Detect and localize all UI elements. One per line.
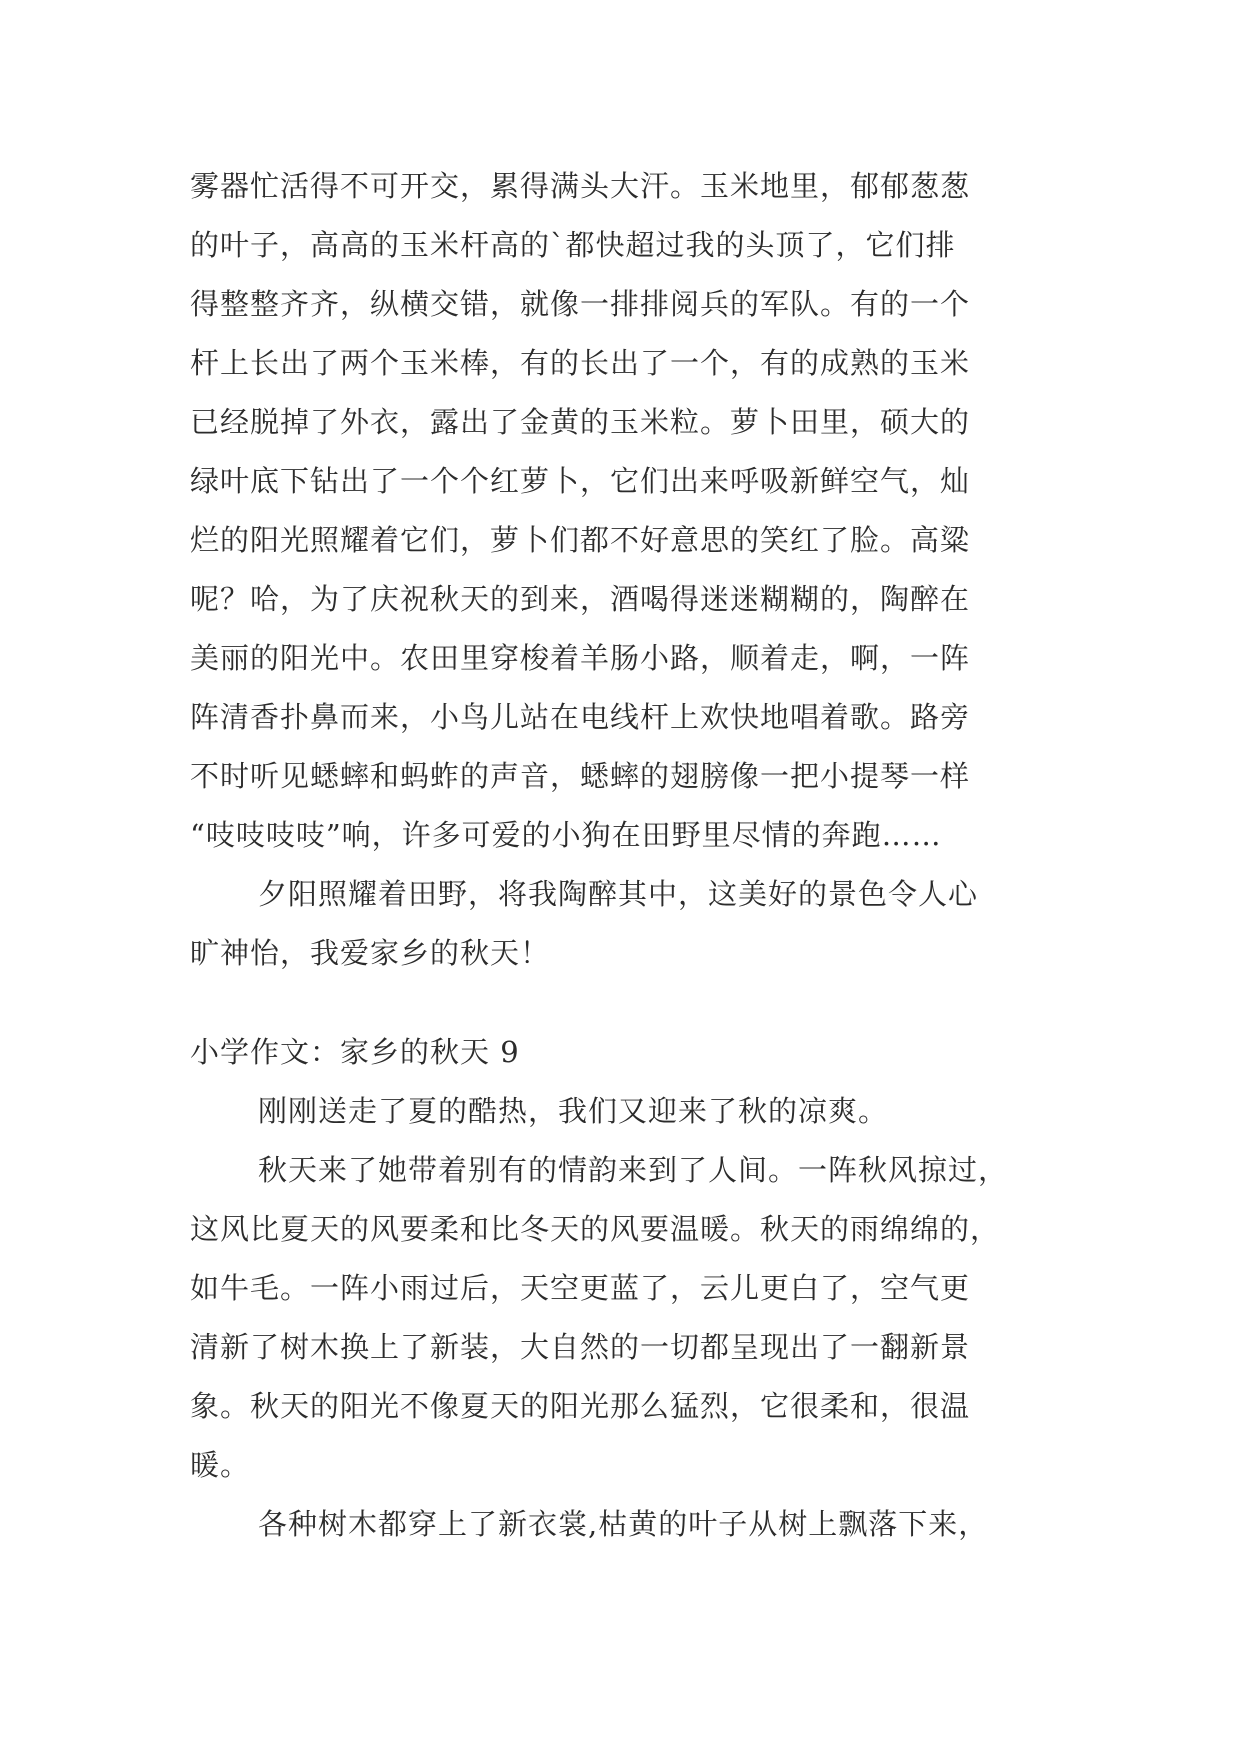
- closing-line: 夕阳照耀着田野，将我陶醉其中，这美好的景色令人心: [258, 877, 979, 911]
- paragraph-line: 暖。: [190, 1448, 251, 1482]
- body-line: 美丽的阳光中。农田里穿梭着羊肠小路，顺着走，啊，一阵: [190, 641, 971, 675]
- body-line: 绿叶底下钻出了一个个红萝卜，它们出来呼吸新鲜空气，灿: [190, 464, 971, 498]
- paragraph-line: 清新了树木换上了新装，大自然的一切都呈现出了一翻新景: [190, 1330, 971, 1364]
- body-line: 呢？哈，为了庆祝秋天的到来，酒喝得迷迷糊糊的，陶醉在: [190, 582, 971, 616]
- paragraph-line: 象。秋天的阳光不像夏天的阳光那么猛烈，它很柔和，很温: [190, 1389, 971, 1423]
- essay-title: 小学作文：家乡的秋天 9: [190, 1035, 520, 1069]
- paragraph-line: 刚刚送走了夏的酷热，我们又迎来了秋的凉爽。: [258, 1094, 889, 1128]
- body-line: 杆上长出了两个玉米棒，有的长出了一个，有的成熟的玉米: [190, 346, 971, 380]
- closing-line: 旷神怡，我爱家乡的秋天！: [190, 936, 551, 970]
- body-line: 不时听见蟋蟀和蚂蚱的声音，蟋蟀的翅膀像一把小提琴一样: [190, 759, 971, 793]
- body-line: 的叶子，高高的玉米杆高的`都快超过我的头顶了，它们排: [190, 228, 956, 262]
- paragraph-line: 如牛毛。一阵小雨过后，天空更蓝了，云儿更白了，空气更: [190, 1271, 971, 1305]
- paragraph-line: 这风比夏天的风要柔和比冬天的风要温暖。秋天的雨绵绵的，: [190, 1212, 1001, 1246]
- body-line: 得整整齐齐，纵横交错，就像一排排阅兵的军队。有的一个: [190, 287, 971, 321]
- body-line: 烂的阳光照耀着它们，萝卜们都不好意思的笑红了脸。高粱: [190, 523, 971, 557]
- body-line: 已经脱掉了外衣，露出了金黄的玉米粒。萝卜田里，硕大的: [190, 405, 971, 439]
- body-line: 雾器忙活得不可开交，累得满头大汗。玉米地里，郁郁葱葱: [190, 169, 971, 203]
- paragraph-line: 各种树木都穿上了新衣裳,枯黄的叶子从树上飘落下来，: [258, 1507, 989, 1541]
- body-line: “吱吱吱吱”响，许多可爱的小狗在田野里尽情的奔跑……: [190, 818, 942, 852]
- paragraph-line: 秋天来了她带着别有的情韵来到了人间。一阵秋风掠过，: [258, 1153, 1009, 1187]
- body-line: 阵清香扑鼻而来，小鸟儿站在电线杆上欢快地唱着歌。路旁: [190, 700, 971, 734]
